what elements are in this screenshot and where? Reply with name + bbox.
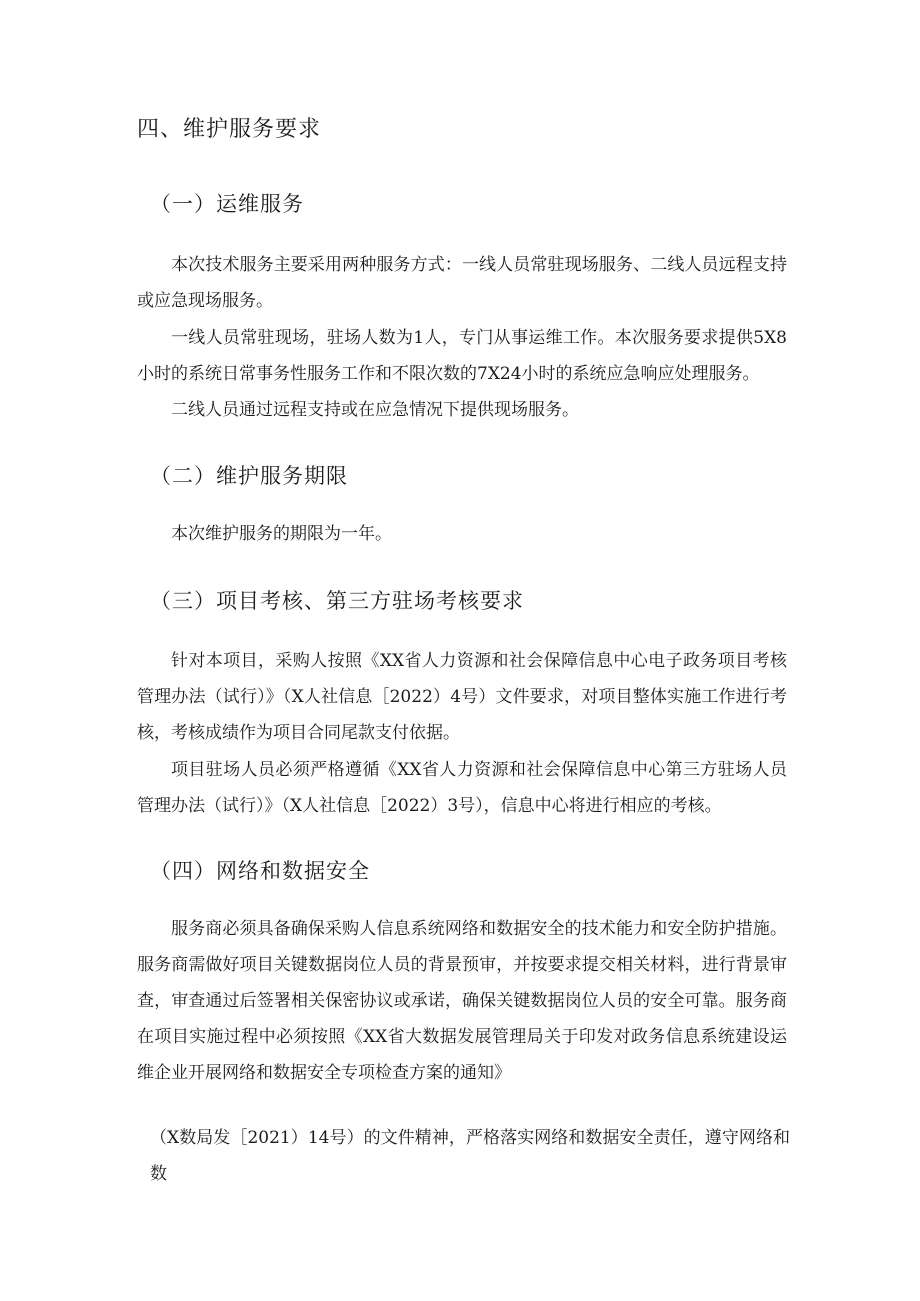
paragraph-text: （X数局发［2021）14号）的文件精神，严格落实网络和数据安全责任，遵守网络和数	[150, 1128, 790, 1184]
paragraph-1-3	[137, 392, 787, 428]
paragraph-text: 针对本项目，采购人按照《XX省人力资源和社会保障信息中心电子政务项目考核管理办法（试行）》（X人社信息［2022）4号）文件要求，对项目整体实施工作进行考核，考核成绩作为项目合同尾款支付依据。	[137, 651, 787, 743]
subsection-heading-1: （一）运维服务	[150, 192, 304, 216]
paragraph-3-2	[137, 752, 787, 824]
paragraph-1-1	[137, 247, 787, 319]
paragraph-3-1	[137, 643, 787, 751]
paragraph-text: 本次维护服务的期限为一年。	[171, 524, 392, 544]
paragraph-text: 一线人员常驻现场，驻场人数为1人，专门从事运维工作。本次服务要求提供5X8小时的系统日常事务性服务工作和不限次数的7X24小时的系统应急响应处理服务。	[137, 328, 787, 384]
paragraph-text: 项目驻场人员必须严格遵循《XX省人力资源和社会保障信息中心第三方驻场人员管理办法（试行）》（X人社信息［2022）3号），信息中心将进行相应的考核。	[137, 760, 787, 816]
paragraph-1-2	[137, 320, 787, 392]
paragraph-2-1	[137, 516, 787, 552]
paragraph-4-1	[137, 911, 787, 1091]
paragraph-text: 二线人员通过远程支持或在应急情况下提供现场服务。	[171, 400, 579, 420]
subsection-heading-2: （二）维护服务期限	[150, 464, 348, 488]
subsection-heading-4: （四）网络和数据安全	[150, 859, 370, 883]
paragraph-text: 本次技术服务主要采用两种服务方式：一线人员常驻现场服务、二线人员远程支持或应急现场服务。	[137, 255, 787, 311]
paragraph-4-2	[150, 1120, 790, 1192]
paragraph-text: 服务商必须具备确保采购人信息系统网络和数据安全的技术能力和安全防护措施。服务商需做好项目关键数据岗位人员的背景预审，并按要求提交相关材料，进行背景审查，审查通过后签署相关保密协议或承诺，确保关键数据岗位人员的安全可靠。服务商在项目实施过程中必须按照《XX省大数据发展管理局关于印发对政务信息系统建设运维企业开展网络和数据安全专项检查方案的通知》	[137, 919, 787, 1083]
section-title: 四、维护服务要求	[137, 117, 322, 142]
subsection-heading-3: （三）项目考核、第三方驻场考核要求	[150, 589, 524, 613]
